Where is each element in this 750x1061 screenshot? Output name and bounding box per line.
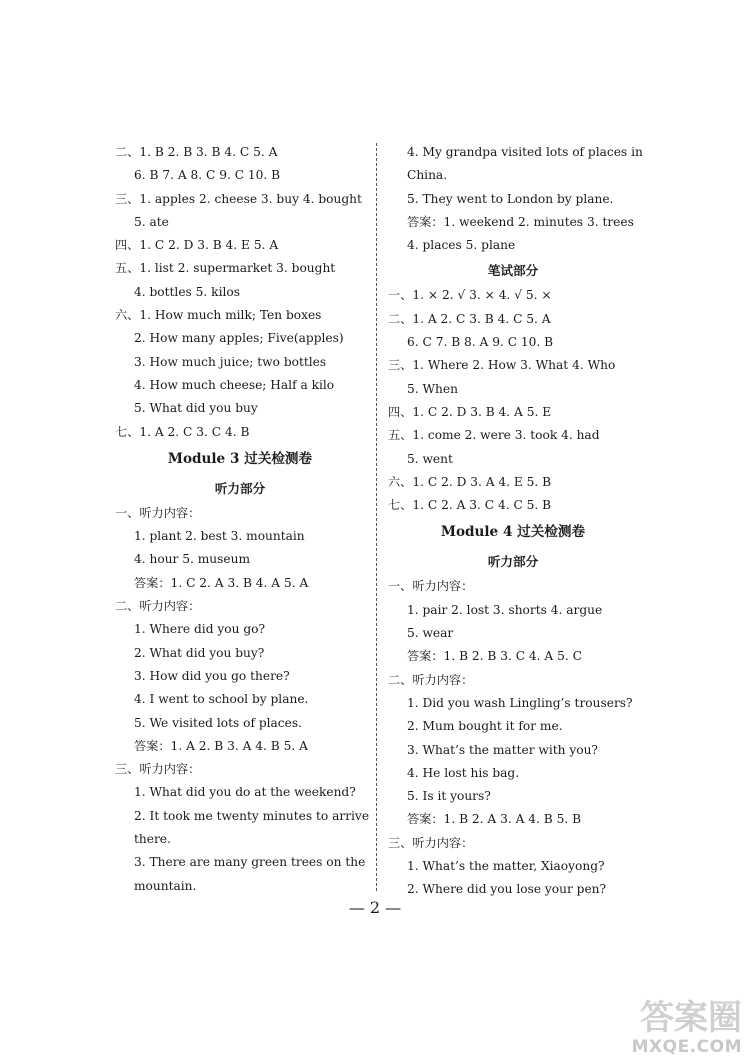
text-line: 1. plant 2. best 3. mountain [134, 529, 305, 544]
text-line: 5. ate [134, 214, 169, 229]
text-line: 5. wear [407, 626, 454, 641]
answer-line: 答案：1. weekend 2. minutes 3. trees [407, 214, 634, 229]
text-line: 五、1. list 2. supermarket 3. bought [115, 261, 336, 276]
text-line: 三、听力内容： [115, 762, 201, 777]
text-line: 3. What’s the matter with you? [407, 742, 598, 757]
text-line: 1. What’s the matter, Xiaoyong? [407, 859, 605, 874]
text-line: 4. My grandpa visited lots of places in [407, 145, 643, 159]
text-line: 6. C 7. B 8. A 9. C 10. B [407, 335, 554, 350]
text-line: China. [407, 168, 448, 183]
text-line: 1. What did you do at the weekend? [134, 785, 356, 800]
text-line: 2. How many apples; Five(apples) [134, 331, 344, 346]
text-line: 4. How much cheese; Half a kilo [134, 377, 335, 392]
text-line: 二、1. A 2. C 3. B 4. C 5. A [388, 311, 551, 326]
text-line: 2. What did you buy? [134, 645, 265, 660]
right-column [388, 141, 643, 902]
text-line: there. [134, 832, 171, 847]
text-line: 二、1. B 2. B 3. B 4. C 5. A [115, 145, 278, 159]
text-line: 1. Where did you go? [134, 622, 265, 637]
module-title: Module 4 过关检测卷 [440, 524, 586, 541]
text-line: 四、1. C 2. D 3. B 4. E 5. A [115, 238, 279, 253]
text-line: 5. went [407, 451, 453, 466]
text-line: 4. He lost his bag. [407, 765, 520, 780]
text-line: mountain. [134, 878, 197, 893]
text-line: 四、1. C 2. D 3. B 4. A 5. E [388, 404, 552, 419]
text-line: 六、1. C 2. D 3. A 4. E 5. B [388, 474, 552, 489]
text-line: 五、1. come 2. were 3. took 4. had [388, 428, 600, 443]
left-column [115, 141, 370, 898]
watermark [582, 999, 742, 1057]
text-line: 一、听力内容： [388, 579, 474, 594]
text-line: 3. There are many green trees on the [134, 855, 366, 870]
text-line: 4. I went to school by plane. [134, 692, 309, 707]
text-line: 4. bottles 5. kilos [134, 284, 240, 299]
text-line: 二、听力内容： [115, 599, 201, 614]
text-line: 2. Where did you lose your pen? [407, 882, 607, 897]
text-line: 4. places 5. plane [407, 238, 516, 253]
section-heading: 笔试部分 [487, 263, 539, 279]
answer-line: 答案：1. B 2. A 3. A 4. B 5. B [407, 812, 582, 827]
text-line: 6. B 7. A 8. C 9. C 10. B [134, 168, 281, 183]
column-divider [376, 143, 377, 891]
text-line: 3. How much juice; two bottles [134, 354, 327, 369]
text-line: 七、1. C 2. A 3. C 4. C 5. B [388, 498, 552, 513]
answer-line: 答案：1. C 2. A 3. B 4. A 5. A [134, 575, 309, 590]
section-heading: 听力部分 [214, 480, 266, 496]
text-line: 三、1. apples 2. cheese 3. buy 4. bought [115, 191, 362, 206]
watermark-url: MXQE.COM [631, 1037, 742, 1057]
text-line: 5. What did you buy [134, 401, 258, 416]
text-line: 1. Did you wash Lingling’s trousers? [407, 695, 633, 710]
section-heading: 听力部分 [487, 554, 539, 570]
answer-line: 答案：1. A 2. B 3. A 4. B 5. A [134, 738, 308, 753]
answer-line: 答案：1. B 2. B 3. C 4. A 5. C [407, 649, 582, 664]
text-line: 2. Mum bought it for me. [407, 719, 563, 734]
text-line: 4. hour 5. museum [134, 552, 251, 567]
text-line: 2. It took me twenty minutes to arrive [134, 808, 370, 823]
text-line: 3. How did you go there? [134, 668, 290, 683]
text-line: 七、1. A 2. C 3. C 4. B [115, 424, 250, 439]
text-line: 1. pair 2. lost 3. shorts 4. argue [407, 602, 603, 617]
page-number: — 2 — [348, 898, 402, 917]
text-line: 六、1. How much milk; Ten boxes [115, 308, 322, 323]
text-line: 5. They went to London by plane. [407, 191, 614, 206]
text-line: 二、听力内容： [388, 672, 474, 687]
text-line: 三、听力内容： [388, 835, 474, 850]
text-line: 5. When [407, 381, 458, 396]
text-line: 5. Is it yours? [407, 789, 491, 804]
text-line: 5. We visited lots of places. [134, 715, 302, 730]
text-line: 一、1. × 2. √ 3. × 4. √ 5. × [388, 288, 552, 303]
text-line: 一、听力内容： [115, 505, 201, 520]
watermark-logo: 答案圈 [640, 998, 742, 1038]
module-title: Module 3 过关检测卷 [167, 450, 313, 467]
text-line: 三、1. Where 2. How 3. What 4. Who [388, 358, 616, 373]
